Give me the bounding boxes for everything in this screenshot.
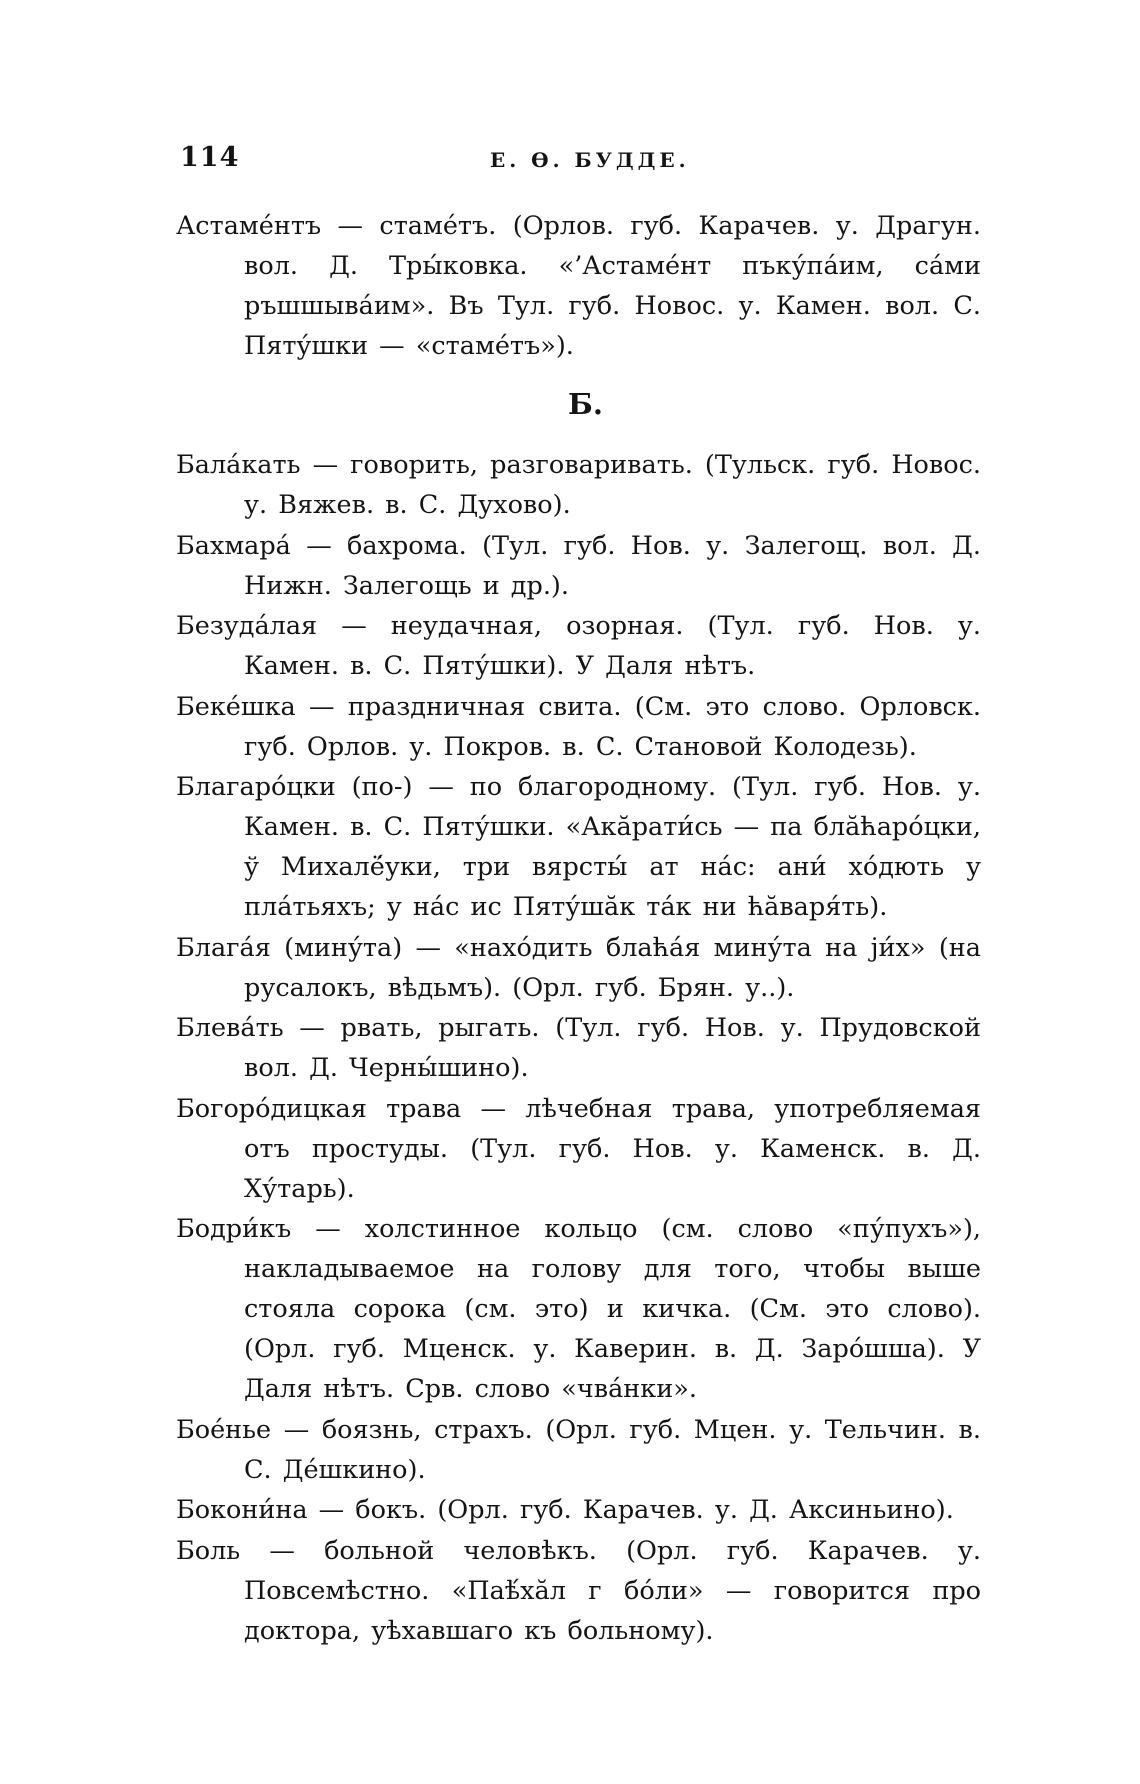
dictionary-entry: Блага́я (мину́та) — «нахо́дить блаћа́я мину́та на ји́х» (на русалокъ, вѣдьмъ). (Орл. губ. Брян. у..). bbox=[176, 932, 981, 1003]
dictionary-entry: Беке́шка — праздничная свита. (См. это слово. Орловск. губ. Орлов. у. Покров. в. С. Становой Колодезь). bbox=[176, 691, 981, 762]
dictionary-entry: Благаро́цки (по-) — по благородному. (Тул. губ. Нов. у. Камен. в. С. Пяту́шки. «Акӑрати́сь — па блӑћаро́цки, ў Михалё́уки, три вярсты́ ат на́с: ани́ хо́дють у пла́тьяхъ; у на́с ис Пяту́шӑк та́к ни ћӑваря́ть). bbox=[176, 772, 982, 922]
dictionary-entry: Бахмара́ — бахрома. (Тул. губ. Нов. у. Залегощ. вол. Д. Нижн. Залегощь и др.). bbox=[176, 530, 981, 601]
dictionary-entry: Безуда́лая — неудачная, озорная. (Тул. губ. Нов. у. Камен. в. С. Пяту́шки). У Даля нѣтъ. bbox=[176, 611, 981, 681]
dictionary-entry: Боль — больной человѣкъ. (Орл. губ. Карачев. у. Повсемѣстно. «Паѣ́хӑл г бо́ли» — говорится про доктора, уѣхавшаго къ больному). bbox=[176, 1535, 981, 1646]
section-letter: Б. bbox=[568, 387, 603, 421]
page-number: 114 bbox=[180, 142, 240, 173]
dictionary-entry: Бокони́на — бокъ. (Орл. губ. Карачев. у. Д. Аксиньино). bbox=[176, 1495, 954, 1525]
dictionary-entry: Астаме́нтъ — стаме́тъ. (Орлов. губ. Карачев. у. Драгун. вол. Д. Тры́ковка. «’Астаме́нт пъку́па́им, са́ми ръшшыва́им». Въ Тул. губ. Новос. у. Камен. вол. С. Пяту́шки — «стаме́тъ»). bbox=[176, 211, 981, 361]
dictionary-entry: Бое́нье — боязнь, страхъ. (Орл. губ. Мцен. у. Тельчин. в. С. Де́шкино). bbox=[176, 1414, 981, 1485]
dictionary-entry: Бала́кать — говорить, разговаривать. (Тульск. губ. Новос. у. Вяжев. в. С. Духово). bbox=[176, 450, 981, 520]
dictionary-entry: Богоро́дицкая трава — лѣчебная трава, употребляемая отъ простуды. (Тул. губ. Нов. у. Каменск. в. Д. Ху́тарь). bbox=[176, 1093, 981, 1204]
running-head: Е. Ѳ. БУДДЕ. bbox=[490, 148, 690, 172]
dictionary-entry: Бодри́къ — холстинное кольцо (см. слово «пу́пухъ»), накладываемое на голову для того, чтобы выше стояла сорока (см. это) и кичка. (См. это слово). (Орл. губ. Мценск. у. Каверин. в. Д. Заро́шша). У Даля нѣтъ. Срв. слово «чва́нки». bbox=[176, 1214, 981, 1404]
dictionary-entry: Блева́ть — рвать, рыгать. (Тул. губ. Нов. у. Прудовской вол. Д. Черны́шино). bbox=[176, 1013, 981, 1083]
dictionary-entries bbox=[176, 206, 981, 1651]
page-header bbox=[180, 142, 980, 182]
